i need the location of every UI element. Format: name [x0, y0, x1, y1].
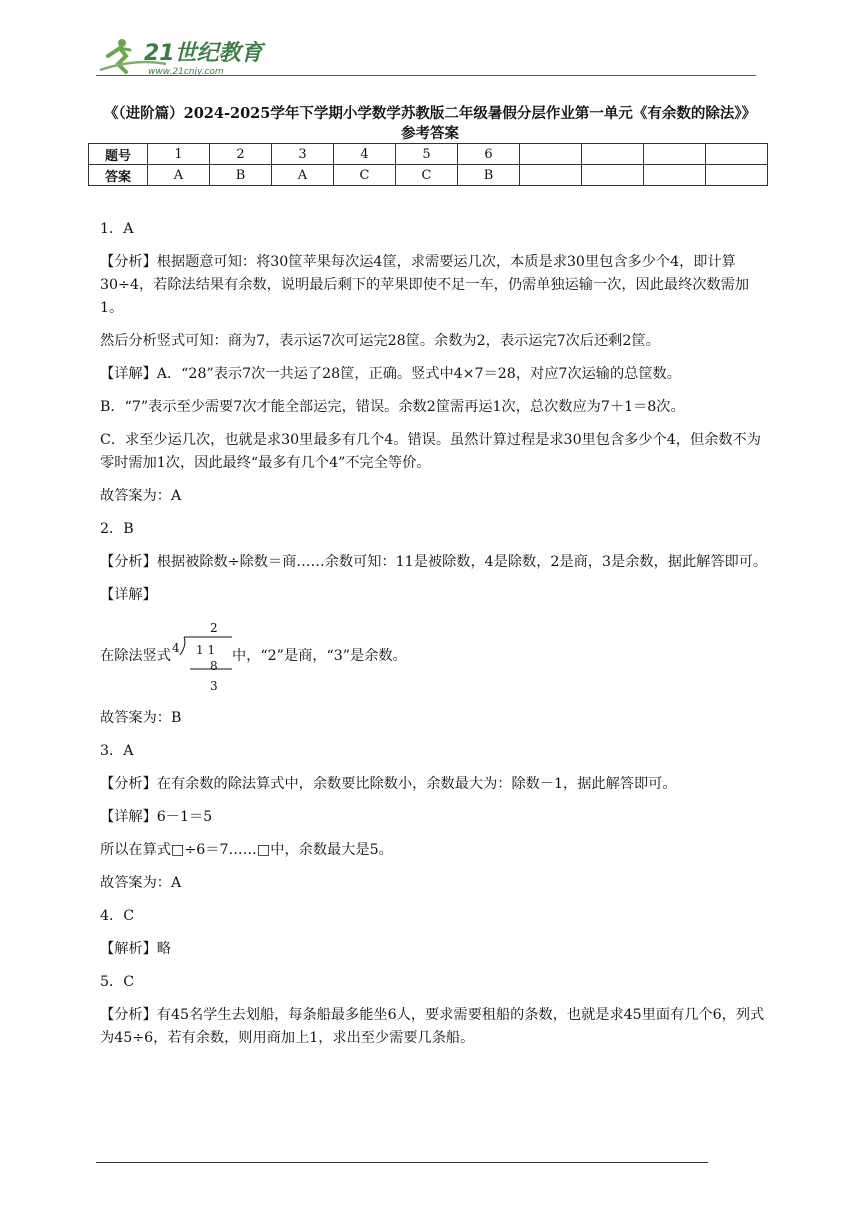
answer-cell	[644, 165, 706, 186]
answer-cell: C	[334, 165, 396, 186]
q1-heading: 1．A	[100, 221, 134, 237]
q5-heading: 5．C	[100, 974, 135, 990]
question-number-cell	[644, 144, 706, 165]
answer-cell	[706, 165, 768, 186]
document-title: 《（进阶篇）2024-2025学年下学期小学数学苏教版二年级暑假分层作业第一单元《有余数的除法》》	[103, 105, 757, 122]
question-number-cell: 3	[272, 144, 334, 165]
answer-cell: A	[148, 165, 210, 186]
q1-detail-c: C．求至少运几次，也就是求30里最多有几个4。错误。虽然计算过程是求30里包含多少个4，但余数不为零时需加1次，因此最终“最多有几个4”不完全等价。	[100, 432, 761, 471]
q2-heading: 2．B	[100, 521, 134, 537]
q3-analysis: 【分析】在有余数的除法算式中，余数要比除数小，余数最大为：除数－1，据此解答即可。	[100, 776, 677, 792]
q1-detail-a: 【详解】A．“28”表示7次一共运了28筐，正确。竖式中4×7＝28，对应7次运输的总筐数。	[100, 366, 681, 382]
document-subtitle: 参考答案	[401, 125, 459, 142]
dividend: 1 1	[196, 643, 216, 657]
question-number-cell: 4	[334, 144, 396, 165]
q3-line: 所以在算式□÷6＝7……□中，余数最大是5。	[100, 842, 393, 858]
table-row	[89, 165, 768, 186]
logo-text: 21世纪教育	[144, 41, 263, 66]
q5-analysis: 【分析】有45名学生去划船，每条船最多能坐6人，要求需要租船的条数，也就是求45里面有几个6，列式为45÷6，若有余数，则用商加上1，求出至少需要几条船。	[100, 1007, 765, 1046]
question-number-cell: 5	[396, 144, 458, 165]
site-logo	[96, 34, 266, 78]
q2-answer: 故答案为：B	[100, 710, 182, 726]
q2-division-block	[100, 617, 768, 693]
question-number-cell	[520, 144, 582, 165]
table-header-cell: 题号	[89, 144, 148, 165]
question-number-cell	[582, 144, 644, 165]
q1-answer: 故答案为：A	[100, 488, 182, 504]
answer-cell	[582, 165, 644, 186]
answer-cell: A	[272, 165, 334, 186]
remainder: 3	[210, 679, 218, 693]
q4-heading: 4．C	[100, 908, 135, 924]
product: 8	[210, 659, 218, 673]
q3-answer: 故答案为：A	[100, 875, 182, 891]
quotient: 2	[210, 621, 218, 635]
q4-analysis: 【解析】略	[100, 941, 171, 957]
q1-analysis-2: 然后分析竖式可知：商为7，表示运7次可运完28筐。余数为2，表示运完7次后还剩2筐。	[100, 333, 660, 349]
footer-divider	[96, 1162, 708, 1163]
q2-tail-text: 中，“2”是商，“3”是余数。	[232, 648, 407, 664]
question-number-cell: 6	[458, 144, 520, 165]
q2-detail-label: 【详解】	[100, 587, 157, 603]
answer-table	[88, 143, 768, 186]
q2-analysis: 【分析】根据被除数÷除数＝商……余数可知：11是被除数，4是除数，2是商，3是余数，据此解答即可。	[100, 554, 768, 570]
answer-cell: B	[458, 165, 520, 186]
q2-lead-text: 在除法竖式	[100, 648, 171, 664]
q3-heading: 3．A	[100, 743, 134, 759]
question-number-cell: 1	[148, 144, 210, 165]
q1-detail-b: B．“7”表示至少需要7次才能全部运完，错误。余数2筐需再运1次，总次数应为7＋1＝8次。	[100, 399, 685, 415]
divisor: 4	[172, 641, 180, 655]
logo-url: www.21cnjy.com	[148, 67, 224, 77]
header-divider	[96, 75, 756, 76]
answer-cell: B	[210, 165, 272, 186]
question-number-cell	[706, 144, 768, 165]
table-row	[89, 144, 768, 165]
solutions-body	[100, 218, 768, 1060]
answer-cell: C	[396, 165, 458, 186]
q1-analysis: 【分析】根据题意可知：将30筐苹果每次运4筐，求需要运几次，本质是求30里包含多少个4，即计算30÷4，若除法结果有余数，说明最后剩下的苹果即使不足一车，仍需单独运输一次，因此最终次数需加1。	[100, 254, 750, 316]
question-number-cell: 2	[210, 144, 272, 165]
table-header-cell: 答案	[89, 165, 148, 186]
q3-detail: 【详解】6－1＝5	[100, 809, 213, 825]
long-division	[172, 617, 232, 693]
answer-cell	[520, 165, 582, 186]
